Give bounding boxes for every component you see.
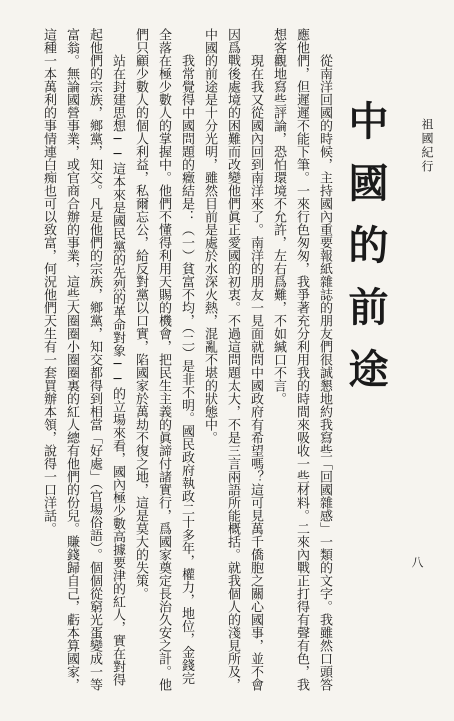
- paragraph: 從南洋回國的時候，主持國內重要報紙雜誌的朋友們很誠懇地約我寫些「回國雜感」一類的文字。我雖然口頭答應他們，但遲遲不能下筆。一來行色匆匆，我爭著充分利用我的時間來吸收一些材料。二來內戰正打得有聲有色，我想客觀地寫些評論，恐怕環境不允許，左右爲難，不如緘口不言。: [271, 28, 332, 691]
- paragraph: 站在封建思想──這本來是國民黨的先烈的革命對象──的立場來看，國內極少數高據要津的紅人，實在對得起他們的宗族，鄉黨，知交。凡是他們的宗族，鄉黨，知交都得到相當「好處」（官場俗語）。個個從窮光蛋變成一等富翁。無論國營事業，或官商合辦的事業，這些大圈圈小圈圈裏的紅人總有他們的份兒。賺錢歸自己，虧本算國家，這種一本萬利的事情連白痴也可以致富，何況他們天生有一套買辦本領，說得一口洋話。: [41, 28, 125, 691]
- paragraph: 現在我又從國內回到南洋來了。南洋的朋友一見面就問中國政府有希望嗎？這可見萬千僑胞之關心國事，並不會因爲戰後處境的困難而改變他們眞正愛國的初衷。不過這問題太大，不是三言兩語所能概括。就我個人的淺見所及，中國的前途是十分光明，雖然目前是處於水深火熱，混亂不堪的狀態中。: [202, 28, 263, 691]
- paragraph: 我常覺得中國問題的癥結是：（一）貧富不均，（二）是非不明。國民政府執政二十多年，權力，地位，金錢完全落在極少數人的掌握中。他們不懂得利用天賜的機會，把民生主義的眞諦付諸實行，爲國家奠定長治久安之計。他們只顧少數人的個人利益，私爾忘公，給反對黨以口實，陷國家於萬劫不復之地，這是莫大的失策。: [133, 28, 194, 691]
- body-text: [20, 28, 336, 693]
- running-head: 祖國紀行: [420, 118, 434, 174]
- chapter-title: 中國的前途: [342, 100, 389, 410]
- page-number: 八: [410, 556, 424, 568]
